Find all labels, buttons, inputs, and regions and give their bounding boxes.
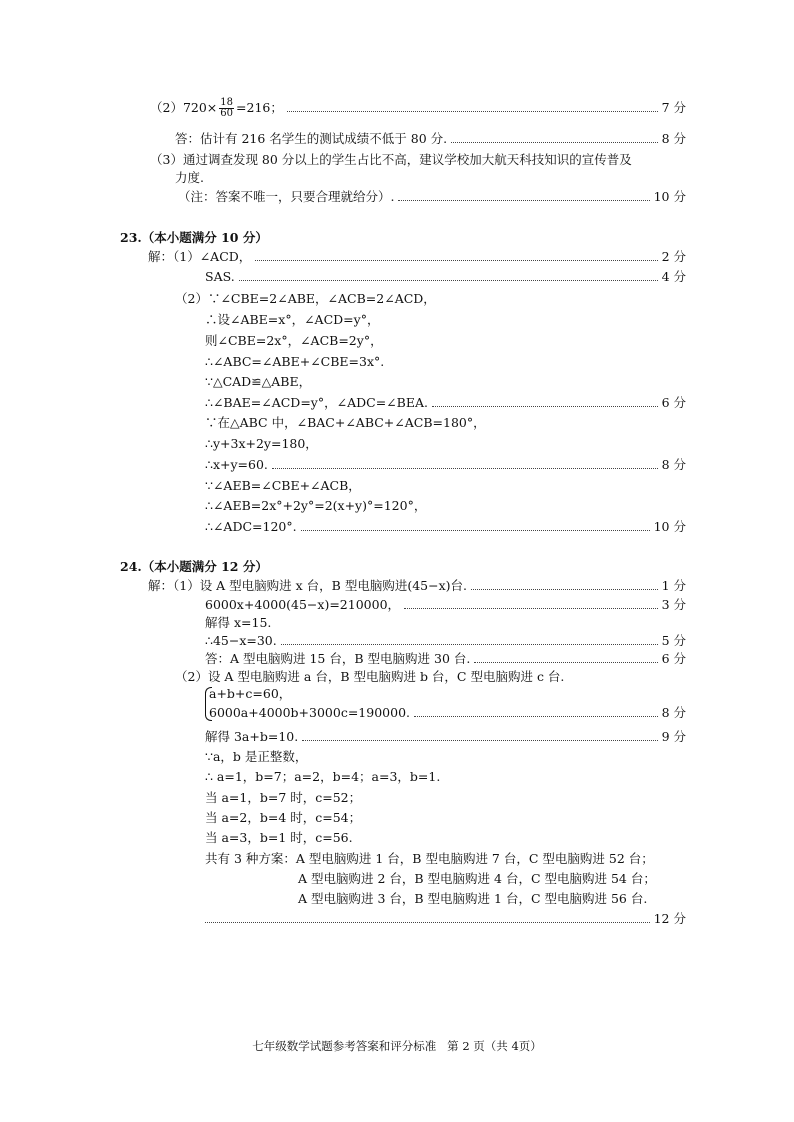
q23-step: ∵∠AEB=∠CBE+∠ACB， — [205, 478, 361, 493]
score-label: 6 分 — [661, 395, 686, 410]
q22-fraction — [219, 98, 234, 119]
q22-fraction-denominator: 60 — [220, 107, 234, 119]
q22-fraction-numerator: 18 — [220, 96, 234, 108]
equation-2-text: 6000a+4000b+3000c=190000. — [209, 705, 411, 720]
q23-l7 — [205, 414, 686, 432]
q23-l12 — [205, 518, 686, 536]
q22-part2-line — [150, 96, 686, 119]
score-label: 10 分 — [653, 519, 686, 534]
q24-plan-text: A 型电脑购进 2 台，B 型电脑购进 4 台，C 型电脑购进 54 台； — [298, 871, 656, 886]
q24-plan1 — [205, 850, 686, 868]
q24-a2 — [205, 596, 686, 614]
equation-system — [205, 685, 685, 725]
q24-step: 答：A 型电脑购进 15 台，B 型电脑购进 30 台. — [205, 651, 471, 666]
dot-leader — [287, 111, 658, 112]
q23-part1a — [148, 248, 686, 266]
q24-b5 — [205, 789, 686, 807]
q23-step: ∴设∠ABE=x°，∠ACD=y°， — [205, 312, 380, 327]
equation-1-text: a+b+c=60， — [209, 686, 292, 701]
q24-step: （2）设 A 型电脑购进 a 台，B 型电脑购进 b 台，C 型电脑购进 c 台. — [175, 669, 565, 684]
q23-part1a-text: 解：（1）∠ACD， — [148, 249, 252, 264]
q23-part1b-text: SAS. — [205, 269, 235, 284]
q24-step: ∴45−x=30. — [205, 633, 277, 648]
q23-l5 — [205, 373, 686, 391]
q24-step: 当 a=3，b=1 时，c=56. — [205, 830, 353, 845]
q24-title-text: 24.（本小题满分 12 分） — [120, 559, 268, 574]
score-label: 8 分 — [661, 457, 686, 472]
q24-step: 当 a=2，b=4 时，c=54； — [205, 810, 362, 825]
q23-step: ∴y+3x+2y=180， — [205, 436, 318, 451]
dot-leader — [205, 922, 650, 923]
equation-1 — [209, 685, 409, 703]
q24-plan3 — [298, 890, 686, 908]
q23-l6 — [205, 394, 686, 412]
q22-answer-text: 答：估计有 216 名学生的测试成绩不低于 80 分. — [175, 131, 448, 146]
dot-leader — [414, 716, 658, 717]
q22-part3-text-cont: 力度. — [175, 170, 204, 185]
q22-part2-rest: =216； — [236, 100, 283, 115]
score-label: 7 分 — [661, 100, 686, 115]
q23-l8 — [205, 435, 686, 453]
q22-part3-line1 — [150, 151, 686, 169]
dot-leader — [239, 280, 658, 281]
q24-plan-text: A 型电脑购进 3 台，B 型电脑购进 1 台，C 型电脑购进 56 台. — [298, 891, 648, 906]
q24-a3 — [205, 614, 686, 632]
q24-plan2 — [298, 870, 686, 888]
dot-leader — [302, 740, 657, 741]
score-label: 6 分 — [661, 651, 686, 666]
q23-step: ∴∠ABC=∠ABE+∠CBE=3x°. — [205, 354, 385, 369]
dot-leader — [471, 589, 658, 590]
dot-leader — [451, 142, 657, 143]
q24-b3 — [205, 748, 686, 766]
q23-l4 — [205, 353, 686, 371]
q24-title — [120, 558, 420, 576]
q23-l1 — [175, 290, 686, 308]
dot-leader — [404, 608, 658, 609]
score-label: 4 分 — [661, 269, 686, 284]
q23-l9 — [205, 456, 686, 474]
q24-b6 — [205, 809, 686, 827]
q23-step: ∵△CAD≌△ABE， — [205, 374, 312, 389]
q24-step: 当 a=1，b=7 时，c=52； — [205, 790, 362, 805]
q24-final-score-line — [205, 910, 686, 928]
dot-leader — [398, 200, 649, 201]
q24-a5 — [205, 650, 686, 668]
q23-title — [120, 229, 420, 247]
q22-note-text: （注：答案不唯一，只要合理就给分）. — [178, 189, 395, 204]
score-label: 2 分 — [661, 249, 686, 264]
q24-step: 6000x+4000(45−x)=210000， — [205, 597, 401, 612]
q24-step: ∵a，b 是正整数， — [205, 749, 308, 764]
dot-leader — [474, 662, 657, 663]
equation-2-line — [209, 704, 686, 722]
q23-l2 — [205, 311, 686, 329]
q23-step: ∴∠BAE=∠ACD=y°，∠ADC=∠BEA. — [205, 395, 428, 410]
q23-l11 — [205, 497, 686, 515]
q24-step: 解得 x=15. — [205, 615, 272, 630]
dot-leader — [272, 468, 658, 469]
q22-note-line — [178, 188, 686, 206]
q23-step: ∴∠AEB=2x°+2y°=2(x+y)°=120°， — [205, 498, 427, 513]
score-label: 9 分 — [661, 729, 686, 744]
score-label: 8 分 — [661, 131, 686, 146]
q24-step: ∴ a=1，b=7；a=2，b=4；a=3，b=1. — [205, 769, 441, 784]
dot-leader — [301, 530, 650, 531]
q23-step: ∴x+y=60. — [205, 457, 268, 472]
score-label: 3 分 — [661, 597, 686, 612]
q24-a4 — [205, 632, 686, 650]
q24-b4 — [205, 768, 686, 786]
score-label: 1 分 — [661, 578, 686, 593]
q22-answer-line — [175, 130, 686, 148]
q24-plan-text: 共有 3 种方案：A 型电脑购进 1 台，B 型电脑购进 7 台，C 型电脑购进 52 台； — [205, 851, 654, 866]
dot-leader — [255, 260, 657, 261]
q23-part1b — [205, 268, 686, 286]
q24-a1 — [148, 577, 686, 595]
q22-part2-prefix: （2）720× — [150, 100, 218, 115]
score-label: 12 分 — [653, 911, 686, 926]
q23-step: 则∠CBE=2x°，∠ACB=2y°， — [205, 333, 383, 348]
q23-step: ∵在△ABC 中，∠BAC+∠ABC+∠ACB=180°， — [205, 415, 486, 430]
q24-step: 解得 3a+b=10. — [205, 729, 299, 744]
dot-leader — [432, 406, 658, 407]
q23-step: （2）∵∠CBE=2∠ABE，∠ACB=2∠ACD， — [175, 291, 436, 306]
q23-l3 — [205, 332, 686, 350]
q23-l10 — [205, 477, 686, 495]
q24-b2 — [205, 728, 686, 746]
q22-part3-text: （3）通过调查发现 80 分以上的学生占比不高，建议学校加大航天科技知识的宣传普及 — [150, 152, 632, 167]
score-label: 10 分 — [653, 189, 686, 204]
page-footer: 七年级数学试题参考答案和评分标准 第 2 页（共 4页） — [252, 1039, 542, 1053]
q23-title-text: 23.（本小题满分 10 分） — [120, 230, 268, 245]
q22-part3-line2 — [175, 169, 686, 187]
score-label: 5 分 — [661, 633, 686, 648]
q24-b1 — [175, 668, 686, 686]
score-label: 8 分 — [661, 705, 686, 720]
q24-b7 — [205, 829, 686, 847]
q23-step: ∴∠ADC=120°. — [205, 519, 297, 534]
dot-leader — [281, 644, 658, 645]
q24-step: 解：（1）设 A 型电脑购进 x 台，B 型电脑购进(45−x)台. — [148, 578, 467, 593]
